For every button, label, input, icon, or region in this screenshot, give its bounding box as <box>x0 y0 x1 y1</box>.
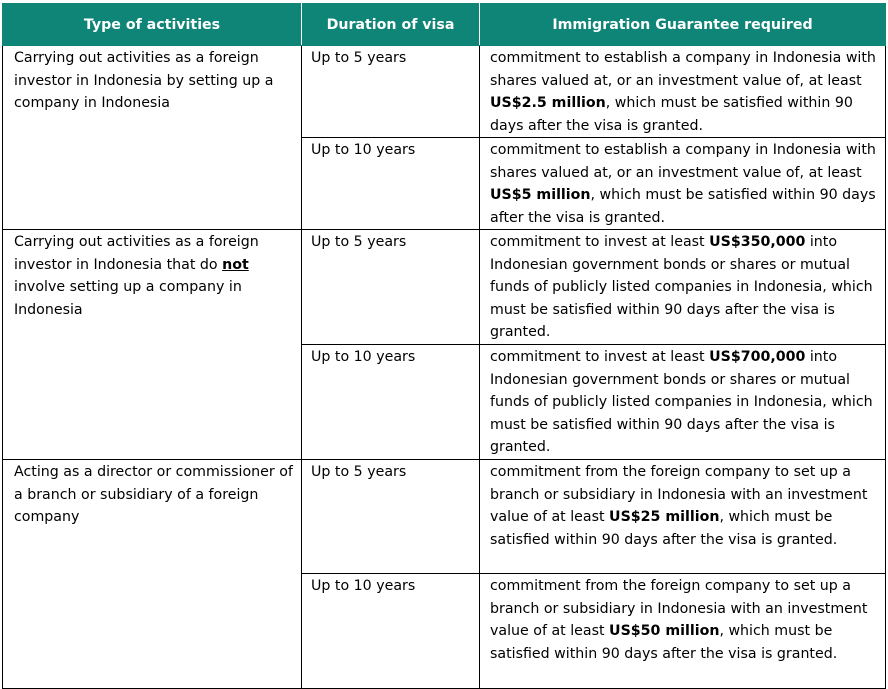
visa-requirements-table <box>2 3 886 689</box>
duration-text: Up to 10 years <box>311 142 416 158</box>
activity-cell-company-setup <box>3 46 302 230</box>
guarantee-cell <box>480 460 886 574</box>
header-row <box>3 4 886 46</box>
investment-amount: US$5 million <box>490 187 591 203</box>
investment-amount: US$2.5 million <box>490 95 606 111</box>
duration-text: Up to 5 years <box>311 50 407 66</box>
guarantee-cell <box>480 230 886 345</box>
duration-text: Up to 5 years <box>311 234 407 250</box>
activity-cell-no-company-setup <box>3 230 302 460</box>
table-body <box>3 46 886 689</box>
guarantee-text: commitment to invest at least US$350,000 into Indonesian government bonds or shares or mutual funds of publicly listed companies in Indonesia, which must be satisfied within 90 days after the visa is granted. <box>490 234 873 340</box>
investment-amount: US$50 million <box>609 623 720 639</box>
activity-text: Carrying out activities as a foreign investor in Indonesia that do not involve setting up a company in Indonesia <box>14 234 259 318</box>
table-row <box>3 46 886 138</box>
investment-amount: US$25 million <box>609 509 720 525</box>
emphasis-not: not <box>222 256 249 273</box>
guarantee-text: commitment to invest at least US$700,000 into Indonesian government bonds or shares or mutual funds of publicly listed companies in Indonesia, which must be satisfied within 90 days after the visa is granted. <box>490 349 873 455</box>
guarantee-cell <box>480 138 886 230</box>
header-type-of-activities: Type of activities <box>3 4 302 46</box>
table-header <box>3 4 886 46</box>
duration-text: Up to 5 years <box>311 464 407 480</box>
duration-cell <box>302 138 480 230</box>
duration-cell <box>302 460 480 574</box>
duration-cell <box>302 574 480 689</box>
guarantee-text: commitment from the foreign company to set up a branch or subsidiary in Indonesia with an investment value of at least US$50 million, which must be satisfied within 90 days after the visa is granted. <box>490 578 868 662</box>
duration-cell <box>302 230 480 345</box>
header-immigration-guarantee: Immigration Guarantee required <box>480 4 886 46</box>
guarantee-text: commitment to establish a company in Indonesia with shares valued at, or an investment value of, at least US$2.5 million, which must be satisfied within 90 days after the visa is granted. <box>490 50 876 134</box>
header-duration-of-visa: Duration of visa <box>302 4 480 46</box>
duration-text: Up to 10 years <box>311 349 416 365</box>
duration-cell <box>302 46 480 138</box>
guarantee-cell <box>480 345 886 460</box>
guarantee-text: commitment to establish a company in Indonesia with shares valued at, or an investment value of, at least US$5 million, which must be satisfied within 90 days after the visa is granted. <box>490 142 876 226</box>
duration-text: Up to 10 years <box>311 578 416 594</box>
table-row <box>3 230 886 345</box>
duration-cell <box>302 345 480 460</box>
activity-cell-director-commissioner <box>3 460 302 689</box>
investment-amount: US$350,000 <box>709 234 806 250</box>
activity-text: Carrying out activities as a foreign investor in Indonesia by setting up a company in Indonesia <box>14 50 274 111</box>
guarantee-cell <box>480 574 886 689</box>
table-row <box>3 460 886 574</box>
guarantee-cell <box>480 46 886 138</box>
activity-text: Acting as a director or commissioner of a branch or subsidiary of a foreign company <box>14 464 293 525</box>
guarantee-text: commitment from the foreign company to set up a branch or subsidiary in Indonesia with an investment value of at least US$25 million, which must be satisfied within 90 days after the visa is granted. <box>490 464 868 548</box>
investment-amount: US$700,000 <box>709 349 806 365</box>
